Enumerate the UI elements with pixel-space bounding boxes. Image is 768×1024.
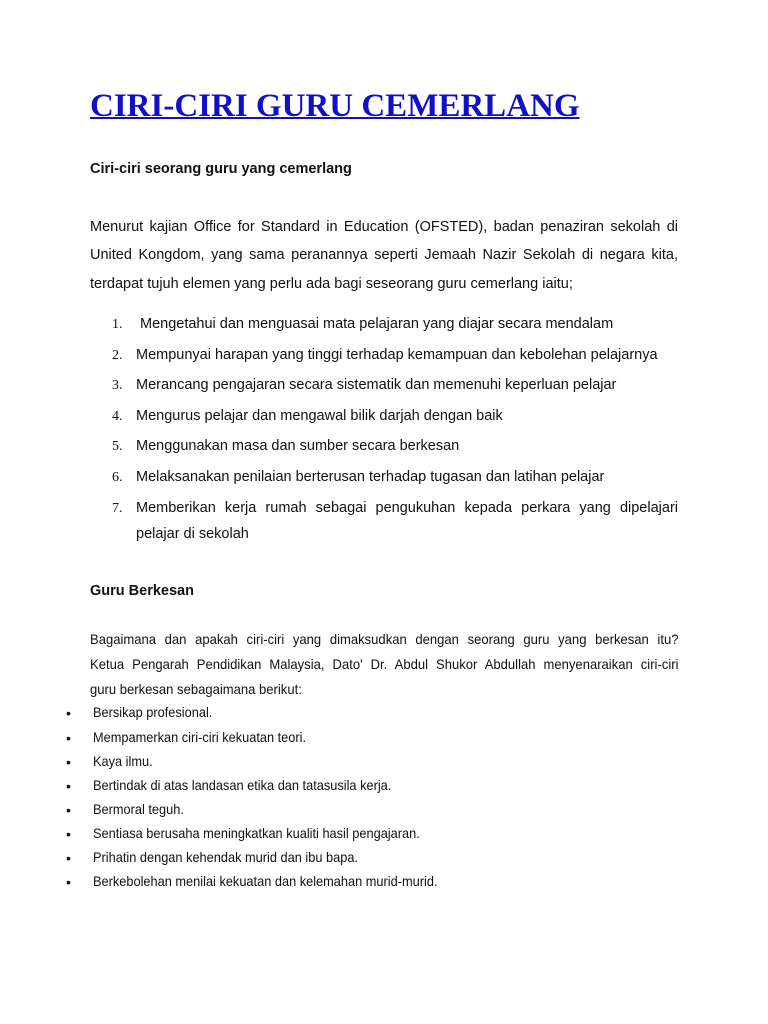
bullet-icon: • xyxy=(66,730,71,746)
section-line-text: Bagaimana dan apakah ciri-ciri yang dimaksudkan dengan seorang guru yang berkesan itu? xyxy=(90,632,679,647)
bullet-icon: • xyxy=(66,874,71,890)
list-item: Merancang pengajaran secara sistematik dan memenuhi keperluan pelajar xyxy=(136,377,617,393)
bullet-item: Sentiasa berusaha meningkatkan kualiti hasil pengajaran. xyxy=(93,826,420,841)
list-number: 3. xyxy=(112,378,123,393)
list-item-continuation: pelajar di sekolah xyxy=(136,526,249,542)
section-line xyxy=(90,632,678,647)
list-number: 2. xyxy=(112,348,123,363)
intro-line: Menurut kajian Office for Standard in Education (OFSTED), badan penaziran sekolah di xyxy=(90,219,678,235)
bullet-item: Bersikap profesional. xyxy=(93,705,213,720)
list-item: Mempunyai harapan yang tinggi terhadap kemampuan dan kebolehan pelajarnya xyxy=(136,347,658,363)
list-number: 1. xyxy=(112,317,123,332)
document-title: CIRI-CIRI GURU CEMERLANG xyxy=(90,88,580,124)
bullet-item: Bermoral teguh. xyxy=(93,802,184,817)
list-item: Mengurus pelajar dan mengawal bilik darjah dengan baik xyxy=(136,408,503,424)
section-line: guru berkesan sebagaimana berikut: xyxy=(90,682,302,697)
intro-line: United Kongdom, yang sama peranannya seperti Jemaah Nazir Sekolah di negara kita, xyxy=(90,247,678,263)
list-item: Mengetahui dan menguasai mata pelajaran yang diajar secara mendalam xyxy=(140,316,614,332)
list-number: 4. xyxy=(112,409,123,424)
list-number: 5. xyxy=(112,439,123,454)
section-line xyxy=(90,657,678,672)
subtitle: Ciri-ciri seorang guru yang cemerlang xyxy=(90,161,352,177)
bullet-item: Mempamerkan ciri-ciri kekuatan teori. xyxy=(93,730,307,745)
bullet-item: Bertindak di atas landasan etika dan tatasusila kerja. xyxy=(93,778,392,793)
list-item: Menggunakan masa dan sumber secara berkesan xyxy=(136,438,460,454)
list-number: 6. xyxy=(112,470,123,485)
intro-line: terdapat tujuh elemen yang perlu ada bagi seseorang guru cemerlang iaitu; xyxy=(90,276,573,292)
bullet-icon: • xyxy=(66,802,71,818)
section-line-text: Ketua Pengarah Pendidikan Malaysia, Dato' Dr. Abdul Shukor Abdullah menyenaraikan ciri-ciri xyxy=(90,657,679,672)
bullet-icon: • xyxy=(66,705,71,721)
bullet-icon: • xyxy=(66,850,71,866)
bullet-item: Prihatin dengan kehendak murid dan ibu bapa. xyxy=(93,850,358,865)
bullet-item: Berkebolehan menilai kekuatan dan kelemahan murid-murid. xyxy=(93,874,438,889)
list-item: Melaksanakan penilaian berterusan terhadap tugasan dan latihan pelajar xyxy=(136,469,605,485)
list-item: Memberikan kerja rumah sebagai pengukuhan kepada perkara yang dipelajari xyxy=(136,500,678,516)
bullet-icon: • xyxy=(66,778,71,794)
bullet-icon: • xyxy=(66,826,71,842)
list-number: 7. xyxy=(112,501,123,516)
section-heading: Guru Berkesan xyxy=(90,583,194,599)
bullet-icon: • xyxy=(66,754,71,770)
bullet-item: Kaya ilmu. xyxy=(93,754,153,769)
